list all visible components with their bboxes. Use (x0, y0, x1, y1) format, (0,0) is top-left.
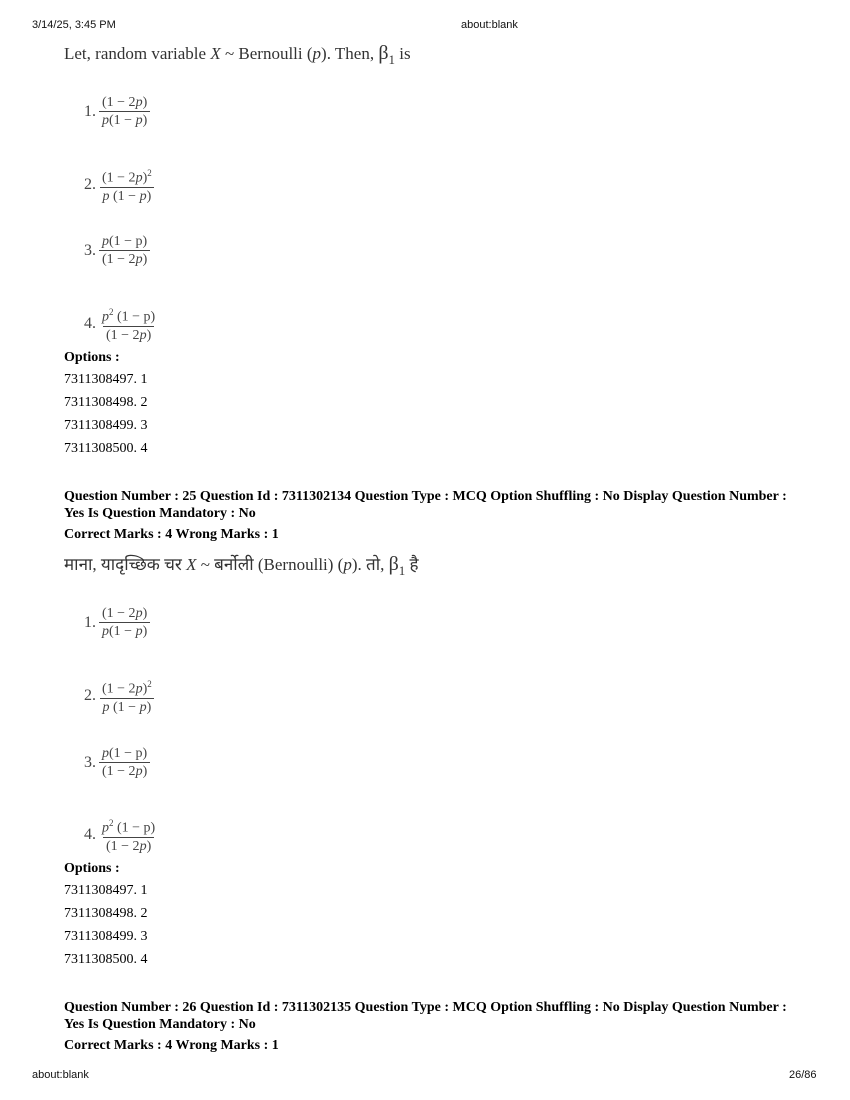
q25-meta: Question Number : 25 Question Id : 7311302134 Question Type : MCQ Option Shuffling : No Display Question Number : Yes Is Question Mandatory : No (64, 489, 787, 521)
q25-choice-2: 2. $\frac{(1 - 2p)^2}{p (1 - p)}$ (84, 676, 155, 716)
q24-stem: Let, random variable X ~ Bernoulli (p). Then, $\beta_1$ is (64, 42, 411, 67)
q24-choice-4: 4. $\frac{p^2 (1 - p)}{(1 - 2p)}$ (84, 304, 158, 344)
beta-symbol: $\beta_1$ (378, 42, 396, 67)
q25-choice-3: 3. $\frac{p(1 - p)}{(1 - 2p)}$ (84, 745, 150, 780)
fraction: $\frac{p^2 (1 - p)}{(1 - 2p)}$ (102, 307, 156, 343)
print-page-number: 26/86 (789, 1069, 817, 1081)
fraction: $\frac{(1 - 2p)^2}{p (1 - p)}$ (99, 676, 155, 716)
print-datetime: 3/14/25, 3:45 PM (32, 19, 116, 31)
q24-choice-2: 2. $\frac{(1 - 2p)^2}{p (1 - p)}$ (84, 165, 155, 205)
q25-options-label: Options : (64, 861, 120, 876)
q24-option-id-1: 7311308497. 1 (64, 372, 148, 387)
fraction: $\frac{p^2 (1 - p)}{(1 - 2p)}$ (102, 818, 156, 854)
fraction: $\frac{(1 - 2p)}{p(1 - p)}$ (99, 94, 150, 129)
fraction: $\frac{(1 - 2p)^2}{p (1 - p)}$ (99, 165, 155, 205)
q25-stem: माना, यादृच्छिक चर X ~ बर्नोली (Bernoulli) (p). तो, $\beta_1$ है (64, 553, 419, 578)
q25-option-id-3: 7311308499. 3 (64, 929, 148, 944)
fraction: $\frac{p(1 - p)}{(1 - 2p)}$ (99, 745, 150, 780)
beta-symbol: $\beta_1$ (388, 553, 406, 578)
q24-choice-3: 3. $\frac{p(1 - p)}{(1 - 2p)}$ (84, 233, 150, 268)
q25-option-id-1: 7311308497. 1 (64, 883, 148, 898)
q25-choice-4: 4. $\frac{p^2 (1 - p)}{(1 - 2p)}$ (84, 815, 158, 855)
q24-option-id-2: 7311308498. 2 (64, 395, 148, 410)
q25-option-id-4: 7311308500. 4 (64, 952, 148, 967)
q25-marks: Correct Marks : 4 Wrong Marks : 1 (64, 527, 279, 542)
q26-meta: Question Number : 26 Question Id : 7311302135 Question Type : MCQ Option Shuffling : No Display Question Number : Yes Is Question Mandatory : No (64, 1000, 787, 1032)
q24-option-id-4: 7311308500. 4 (64, 441, 148, 456)
q24-choice-1: 1. $\frac{(1 - 2p)}{p(1 - p)}$ (84, 94, 150, 129)
print-title: about:blank (461, 19, 518, 31)
fraction: $\frac{(1 - 2p)}{p(1 - p)}$ (99, 605, 150, 640)
q24-option-id-3: 7311308499. 3 (64, 418, 148, 433)
q26-marks: Correct Marks : 4 Wrong Marks : 1 (64, 1038, 279, 1053)
print-footer-url: about:blank (32, 1069, 89, 1081)
q25-option-id-2: 7311308498. 2 (64, 906, 148, 921)
fraction: $\frac{p(1 - p)}{(1 - 2p)}$ (99, 233, 150, 268)
q24-options-label: Options : (64, 350, 120, 365)
q25-choice-1: 1. $\frac{(1 - 2p)}{p(1 - p)}$ (84, 605, 150, 640)
